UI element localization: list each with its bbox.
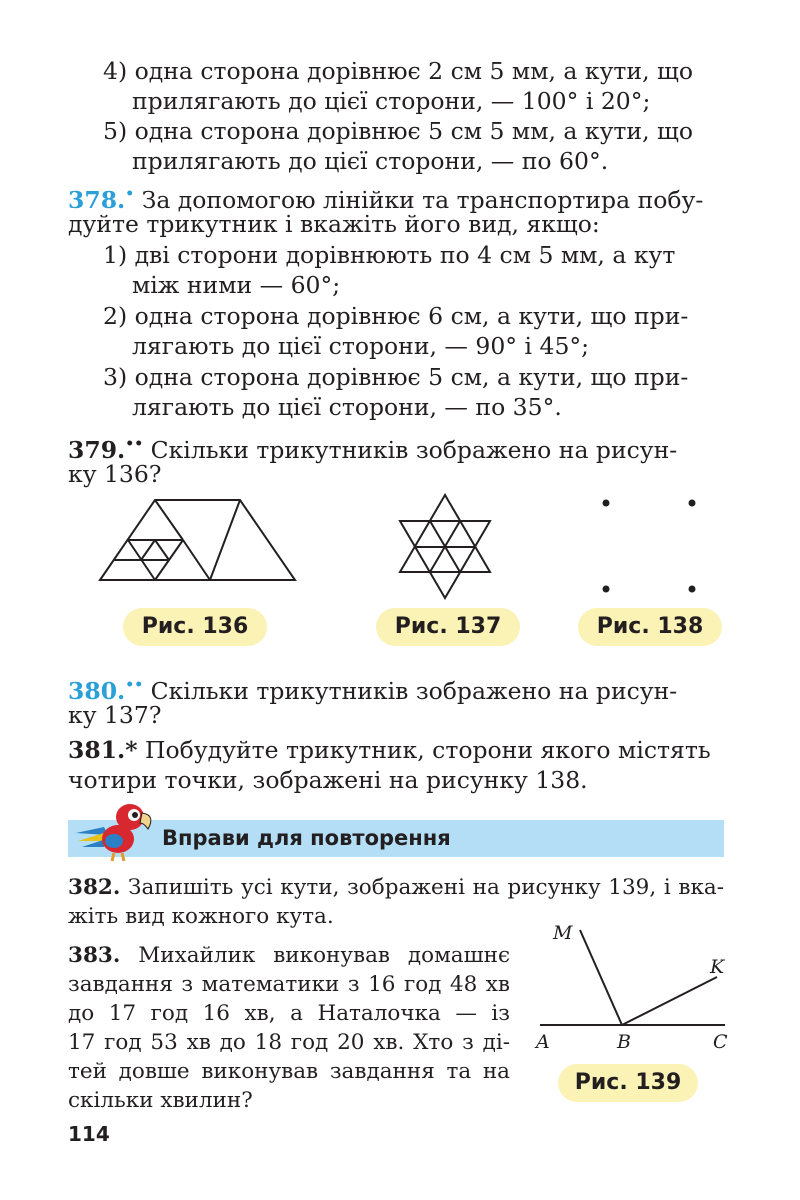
exercise-380-text: Скільки трикутників зображено на рисун-	[150, 677, 678, 705]
exercise-378-item-1a: 1) дві сторони дорівнюють по 4 см 5 мм, а кут	[103, 241, 676, 269]
triangle-down	[400, 521, 490, 598]
point	[689, 586, 696, 593]
segment	[155, 500, 183, 540]
exercise-381-text: Побудуйте трикутник, сторони якого містять	[145, 736, 711, 764]
exercise-383-number: 383.	[68, 943, 121, 968]
difficulty-mark: *	[125, 736, 138, 764]
exercise-378-item-1b: між ними — 60°;	[132, 271, 341, 299]
figure-136	[100, 500, 295, 580]
exercise-378-item-2a: 2) одна сторона дорівнює 6 см, а кути, що при-	[103, 302, 689, 330]
difficulty-mark: •	[125, 186, 135, 202]
figures-row	[0, 490, 800, 600]
item-4-line-2: прилягають до цієї сторони, — 100° і 20°;	[132, 87, 651, 115]
caption-fig-138: Рис. 138	[578, 608, 722, 646]
page-number: 114	[68, 1122, 110, 1146]
point	[689, 500, 696, 507]
label-b: B	[617, 1031, 631, 1053]
ray-bk	[622, 977, 717, 1025]
label-a: A	[536, 1031, 550, 1053]
label-c: C	[713, 1031, 728, 1053]
exercise-378-item-2b: лягають до цієї сторони, — 90° і 45°;	[132, 332, 590, 360]
exercise-379-text: Скільки трикутників зображено на рисун-	[150, 436, 678, 464]
exercise-383-line-5: тей довше виконував завдання та на	[68, 1059, 510, 1084]
exercise-382-text: Запишіть усі кути, зображені на рисунку 139, і вка-	[128, 875, 724, 900]
figure-139	[520, 915, 740, 1055]
exercise-382-number: 382.	[68, 875, 121, 900]
section-title: Вправи для повторення	[162, 826, 451, 850]
label-m: M	[553, 922, 573, 944]
exercise-381-number: 381.	[68, 736, 126, 764]
segment	[155, 540, 169, 560]
exercise-381-line-2: чотири точки, зображені на рисунку 138.	[68, 766, 588, 794]
caption-fig-136: Рис. 136	[123, 608, 267, 646]
parrot-icon	[74, 797, 160, 865]
exercise-380-number: 380.	[68, 677, 126, 705]
item-5-line-2: прилягають до цієї сторони, — по 60°.	[132, 147, 609, 175]
difficulty-mark: ••	[125, 677, 144, 693]
exercise-378-item-3b: лягають до цієї сторони, — по 35°.	[132, 393, 562, 421]
exercise-383-text: Михайлик виконував домашнє	[138, 943, 510, 968]
caption-fig-139: Рис. 139	[558, 1064, 698, 1102]
point	[603, 500, 610, 507]
exercise-381-line-1	[68, 735, 711, 765]
segment	[183, 540, 210, 580]
label-k: K	[710, 956, 725, 978]
segment	[141, 540, 155, 560]
figure-138-points	[603, 500, 696, 593]
item-4-line-1: 4) одна сторона дорівнює 2 см 5 мм, а кути, що	[103, 57, 694, 85]
exercise-378-item-3a: 3) одна сторона дорівнює 5 см, а кути, що при-	[103, 363, 689, 391]
exercise-383-line-2: завдання з математики з 16 год 48 хв	[68, 972, 510, 997]
difficulty-mark: ••	[125, 436, 144, 452]
exercise-383-line-3: до 17 год 16 хв, а Наталочка — із	[68, 1001, 510, 1026]
exercise-378-number: 378.	[68, 186, 126, 214]
segment	[210, 500, 240, 580]
exercise-383-line-6: скільки хвилин?	[68, 1088, 253, 1113]
point	[603, 586, 610, 593]
exercise-380-line-2: ку 137?	[68, 701, 162, 729]
exercise-383-line-4: 17 год 53 хв до 18 год 20 хв. Хто з ді-	[68, 1030, 510, 1055]
figure-137-star	[400, 495, 490, 598]
exercise-378-text: За допомогою лінійки та транспортира побу-	[141, 186, 704, 214]
exercise-382-line-1	[68, 873, 724, 903]
caption-fig-137: Рис. 137	[376, 608, 520, 646]
exercise-383-line-1	[68, 941, 510, 971]
exercise-379-number: 379.	[68, 436, 126, 464]
ray-bm	[580, 930, 622, 1025]
exercise-379-line-2: ку 136?	[68, 460, 162, 488]
exercise-382-line-2: жіть вид кожного кута.	[68, 904, 334, 929]
triangle-up	[400, 495, 490, 572]
exercise-378-line-2: дуйте трикутник і вкажіть його вид, якщо:	[68, 210, 600, 238]
item-5-line-1: 5) одна сторона дорівнює 5 см 5 мм, а кути, що	[103, 117, 694, 145]
